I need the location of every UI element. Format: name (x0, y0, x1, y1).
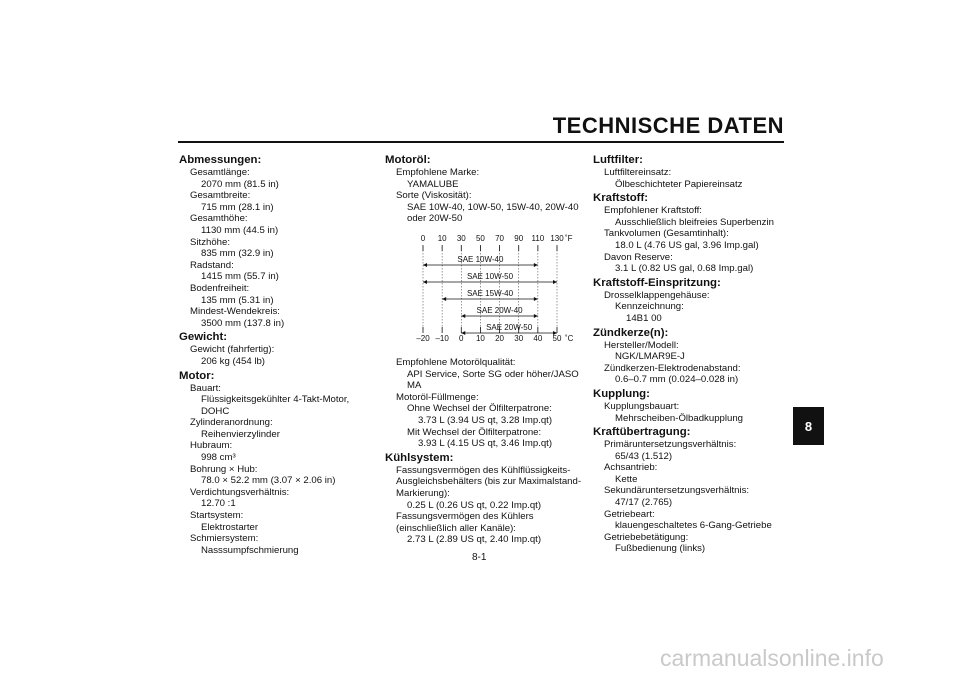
series-arrow-left (423, 280, 427, 284)
chapter-tab: 8 (793, 407, 824, 445)
spec-label: Gewicht (fahrfertig): (190, 344, 275, 356)
spec-label: Kennzeichnung: (615, 301, 684, 313)
section-title-einspritzung: Kraftstoff-Einspritzung: (593, 276, 721, 289)
tick-label-f: 70 (495, 233, 505, 243)
spec-label: Zündkerzen-Elektrodenabstand: (604, 362, 741, 374)
spec-value: 65/43 (1.512) (615, 450, 673, 462)
unit-f: ˚F (565, 233, 573, 243)
section-title-kuehlsystem: Kühlsystem: (385, 451, 454, 464)
page-title: TECHNISCHE DATEN (552, 113, 784, 138)
spec-value: 998 cm³ (201, 452, 236, 464)
spec-value: 3.1 L (0.82 US gal, 0.68 Imp.gal) (615, 263, 754, 275)
tick-label-c: –20 (416, 333, 430, 343)
spec-label: Ohne Wechsel der Ölfilterpatrone: (407, 403, 552, 415)
spec-value: 0.25 L (0.26 US qt, 0.22 Imp.qt) (407, 499, 542, 511)
section-title-motor: Motor: (179, 369, 215, 382)
spec-value: Kette (615, 473, 638, 485)
tick-label-c: –10 (435, 333, 449, 343)
section-title-kraftstoff: Kraftstoff: (593, 192, 649, 205)
spec-label: Mindest-Wendekreis: (190, 306, 280, 318)
spec-label: Tankvolumen (Gesamtinhalt): (604, 228, 729, 240)
series-arrow-right (534, 314, 538, 318)
header-rule (178, 141, 784, 143)
tick-label-f: 10 (437, 233, 447, 243)
spec-label: (einschließlich aller Kanäle): (396, 522, 516, 534)
spec-value: 12.70 :1 (201, 498, 236, 510)
spec-label: Sitzhöhe: (190, 236, 231, 248)
spec-value: 835 mm (32.9 in) (201, 248, 274, 260)
series-label: SAE 20W-50 (486, 322, 533, 332)
chart-layer (416, 234, 573, 343)
tick-label-f: 110 (531, 233, 545, 243)
series-label: SAE 15W-40 (466, 288, 514, 298)
spec-label: Luftfiltereinsatz: (604, 167, 672, 178)
tick-label-c: 30 (514, 333, 524, 343)
spec-value: 78.0 × 52.2 mm (3.07 × 2.06 in) (201, 475, 336, 487)
tick-label-f: 130 (550, 233, 564, 243)
spec-label: Bodenfreiheit: (190, 282, 250, 294)
spec-value: oder 20W-50 (407, 213, 463, 225)
spec-value: 1415 mm (55.7 in) (201, 271, 279, 283)
spec-value: 3.93 L (4.15 US qt, 3.46 Imp.qt) (418, 438, 553, 450)
spec-value: 1130 mm (44.5 in) (201, 224, 279, 236)
spec-value: 18.0 L (4.76 US gal, 3.96 Imp.gal) (615, 239, 759, 251)
spec-label: Empfohlene Marke: (396, 167, 480, 178)
page-number: 8-1 (472, 552, 487, 563)
column-2 (385, 152, 585, 546)
tick-label-c: 0 (459, 333, 464, 343)
section-title-abmessungen: Abmessungen: (179, 154, 262, 166)
tick-label-c: 50 (552, 333, 562, 343)
spec-value: 47/17 (2.765) (615, 497, 673, 509)
spec-label: Startsystem: (190, 510, 244, 522)
series-arrow-left (461, 314, 465, 318)
series-label: SAE 10W-50 (466, 271, 514, 281)
spec-label: Hubraum: (190, 440, 233, 452)
spec-label: Sekundäruntersetzungsverhältnis: (604, 485, 750, 497)
spec-value: 206 kg (454 lb) (201, 355, 265, 367)
spec-label: Achsantrieb: (604, 462, 658, 474)
spec-label: Bauart: (190, 382, 221, 394)
spec-value: Reihenvierzylinder (201, 428, 280, 440)
spec-label: Fassungsvermögen des Kühlers (396, 511, 534, 523)
spec-label: Gesamthöhe: (190, 213, 248, 225)
spec-value: 715 mm (28.1 in) (201, 201, 274, 213)
spec-value: 14B1 00 (626, 312, 662, 324)
section-title-gewicht: Gewicht: (179, 331, 228, 344)
tick-label-f: 0 (420, 233, 426, 243)
series-label: SAE 20W-40 (476, 305, 523, 315)
spec-value: NGK/LMAR9E-J (615, 351, 685, 363)
spec-label: Kupplungsbauart: (604, 400, 680, 412)
spec-label: Davon Reserve: (604, 251, 673, 263)
spec-label: Sorte (Viskosität): (396, 190, 472, 202)
spec-value: Ölbeschichteter Papiereinsatz (615, 178, 743, 190)
spec-label: Getriebebetätigung: (604, 531, 689, 543)
spec-label: Primäruntersetzungsverhältnis: (604, 439, 737, 451)
section-title-luftfilter: Luftfilter: (593, 154, 643, 166)
spec-value: 0.6–0.7 mm (0.024–0.028 in) (615, 374, 739, 386)
spec-label: Radstand: (190, 259, 234, 271)
spec-value: Ausschließlich bleifreies Superbenzin (615, 216, 774, 228)
spec-label: Hersteller/Modell: (604, 339, 679, 351)
column-1 (179, 152, 379, 556)
spec-label: Schmiersystem: (190, 533, 259, 545)
spec-label: Empfohlener Kraftstoff: (604, 205, 702, 217)
tick-label-f: 90 (514, 233, 524, 243)
unit-c: ˚C (565, 333, 574, 343)
spec-label: Getriebeart: (604, 508, 655, 520)
spec-value: 3500 mm (137.8 in) (201, 317, 285, 329)
spec-label: Gesamtlänge: (190, 167, 250, 178)
spec-label: Markierung): (396, 487, 450, 499)
spec-value: SAE 10W-40, 10W-50, 15W-40, 20W-40 (407, 201, 579, 213)
series-arrow-right (553, 280, 557, 284)
spec-value: klauengeschaltetes 6-Gang-Getriebe (615, 520, 772, 532)
spec-label: Motoröl-Füllmenge: (396, 391, 479, 403)
spec-value: Nasssumpfschmierung (201, 544, 299, 556)
watermark: carmanualsonline.info (660, 645, 884, 671)
spec-value: Flüssigkeitsgekühlter 4-Takt-Motor, DOHC (201, 394, 350, 417)
tick-label-f: 30 (456, 233, 466, 243)
spec-value: MA (407, 380, 422, 392)
spec-label: Bohrung × Hub: (190, 463, 258, 475)
spec-label: Mit Wechsel der Ölfilterpatrone: (407, 426, 542, 438)
section-title-kupplung: Kupplung: (593, 387, 650, 400)
spec-value: Fußbedienung (links) (615, 543, 706, 555)
spec-value: 135 mm (5.31 in) (201, 294, 274, 306)
section-title-zuendkerzen: Zündkerze(n): (593, 326, 669, 339)
section-title-kraftuebertragung: Kraftübertragung: (593, 426, 691, 439)
series-label: SAE 10W-40 (457, 254, 504, 264)
section-title-motoroel: Motoröl: (385, 154, 431, 166)
spec-label: Ausgleichsbehälters (bis zur Maximalstand- (396, 476, 582, 488)
spec-label: Zylinderanordnung: (190, 417, 273, 429)
spec-value: API Service, Sorte SG oder höher/JASO (407, 368, 579, 380)
tick-label-c: 10 (475, 333, 485, 343)
spec-label: Drosselklappengehäuse: (604, 289, 710, 301)
spec-value: Mehrscheiben-Ölbadkupplung (615, 412, 743, 424)
tick-label-c: 40 (533, 333, 543, 343)
spec-label: Gesamtbreite: (190, 190, 251, 202)
oil-viscosity-chart (409, 229, 589, 351)
column-3 (593, 152, 793, 555)
series-arrow-right (534, 263, 538, 267)
series-arrow-left (423, 263, 427, 267)
tick-label-c: 20 (495, 333, 505, 343)
tick-label-f: 50 (475, 233, 485, 243)
spec-value: 3.73 L (3.94 US qt, 3.28 Imp.qt) (418, 414, 553, 426)
spec-label: Empfohlene Motorölqualität: (396, 356, 516, 368)
spec-value: Elektrostarter (201, 521, 259, 533)
spec-label: Fassungsvermögen des Kühlflüssigkeits- (396, 464, 571, 476)
spec-value: 2070 mm (81.5 in) (201, 178, 279, 190)
spec-value: YAMALUBE (407, 178, 459, 190)
spec-label: Verdichtungsverhältnis: (190, 486, 290, 498)
series-arrow-left (442, 297, 446, 301)
series-arrow-right (534, 297, 538, 301)
spec-value: 2.73 L (2.89 US qt, 2.40 Imp.qt) (407, 534, 542, 546)
